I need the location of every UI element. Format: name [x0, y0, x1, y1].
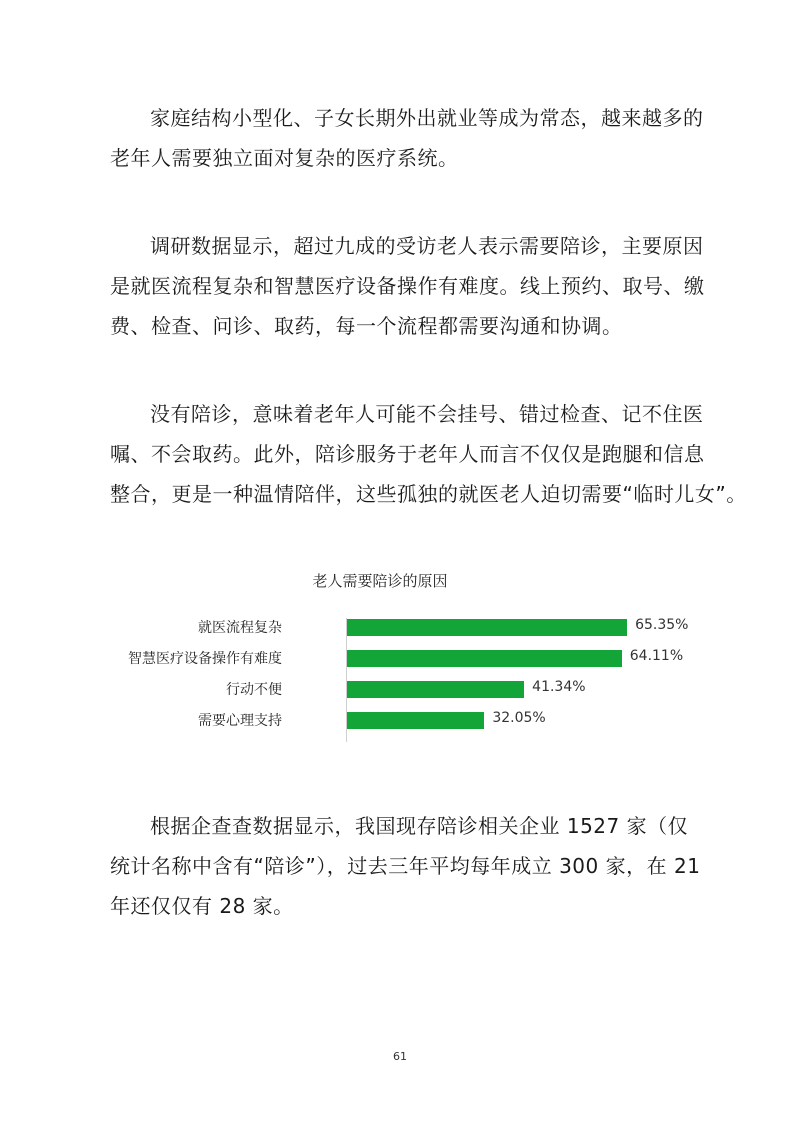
category-label: 就医流程复杂	[198, 620, 282, 636]
paragraph-line: 费、检查、问诊、取药，每一个流程都需要沟通和协调。	[110, 314, 623, 338]
paragraph-line: 是就医流程复杂和智慧医疗设备操作有难度。线上预约、取号、缴	[110, 274, 705, 298]
bar	[347, 619, 627, 636]
page-number: 61	[393, 1050, 407, 1063]
bar	[347, 712, 484, 729]
bar	[347, 681, 524, 698]
paragraph-line: 整合，更是一种温情陪伴，这些孤独的就医老人迫切需要“临时儿女”。	[110, 482, 747, 506]
paragraph-line: 年还仅仅有 28 家。	[110, 894, 294, 918]
paragraph-line: 家庭结构小型化、子女长期外出就业等成为常态，越来越多的	[150, 106, 704, 130]
value-label: 32.05%	[492, 710, 546, 726]
bar	[347, 650, 622, 667]
paragraph-1	[110, 98, 704, 178]
chart-title: 老人需要陪诊的原因	[312, 572, 448, 590]
paragraph-2	[110, 226, 705, 346]
paragraph-3	[110, 394, 747, 514]
value-label: 65.35%	[635, 617, 689, 633]
paragraph-line: 根据企查查数据显示，我国现存陪诊相关企业 1527 家（仅	[150, 814, 689, 838]
value-label: 41.34%	[532, 679, 586, 695]
reasons-bar-chart	[128, 570, 710, 750]
paragraph-line: 统计名称中含有“陪诊”），过去三年平均每年成立 300 家，在 21	[110, 854, 701, 878]
paragraph-line: 老年人需要独立面对复杂的医疗系统。	[110, 146, 459, 170]
category-label: 智慧医疗设备操作有难度	[128, 651, 282, 667]
paragraph-line: 嘱、不会取药。此外，陪诊服务于老年人而言不仅仅是跑腿和信息	[110, 442, 705, 466]
paragraph-line: 没有陪诊，意味着老年人可能不会挂号、错过检查、记不住医	[150, 402, 704, 426]
category-label: 需要心理支持	[198, 713, 282, 729]
paragraph-line: 调研数据显示，超过九成的受访老人表示需要陪诊，主要原因	[150, 234, 704, 258]
value-label: 64.11%	[629, 648, 684, 664]
category-label: 行动不便	[226, 682, 282, 698]
paragraph-4	[110, 806, 700, 926]
